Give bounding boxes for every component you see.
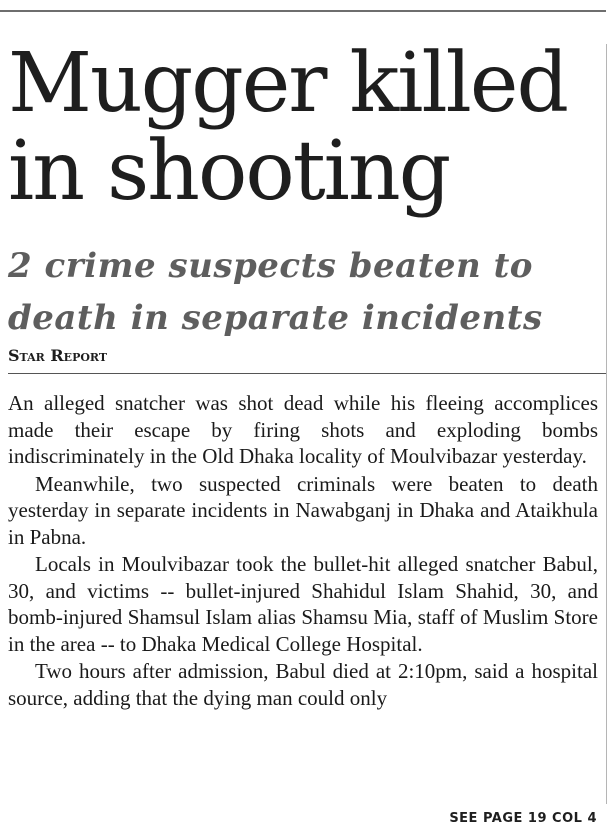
top-rule	[0, 10, 606, 12]
subheadline	[8, 240, 608, 344]
paragraph-2: Meanwhile, two suspected criminals were beaten to death yesterday in separate incidents in Nawabganj in Dhaka and Ataikhula in Pabna.	[8, 471, 598, 549]
article-body	[8, 390, 598, 711]
headline	[8, 36, 608, 219]
byline-rule	[8, 373, 606, 374]
headline-line-2: in shooting	[8, 124, 450, 219]
paragraph-1: An alleged snatcher was shot dead while his fleeing accomplices made their escape by firing shots and exploding bombs indiscriminately in the Old Dhaka locality of Moulvibazar yesterday.	[8, 391, 598, 468]
subheadline-line-2: death in separate incidents	[8, 298, 543, 338]
headline-line-1: Mugger killed	[8, 36, 567, 131]
paragraph-3: Locals in Moulvibazar took the bullet-hit alleged snatcher Babul, 30, and victims -- bullet-injured Shahidul Islam Shahid, 30, and bomb-injured Shamsul Islam alias Shamsu Mia, staff of Muslim Store in the area -- to Dhaka Medical College Hospital.	[8, 552, 598, 656]
paragraph-4: Two hours after admission, Babul died at 2:10pm, said a hospital source, adding that the dying man could only	[8, 659, 598, 710]
continued-on-page-link[interactable]: SEE PAGE 19 COL 4	[449, 811, 597, 826]
byline: Star Report	[8, 346, 108, 365]
subheadline-line-1: 2 crime suspects beaten to	[8, 246, 533, 286]
